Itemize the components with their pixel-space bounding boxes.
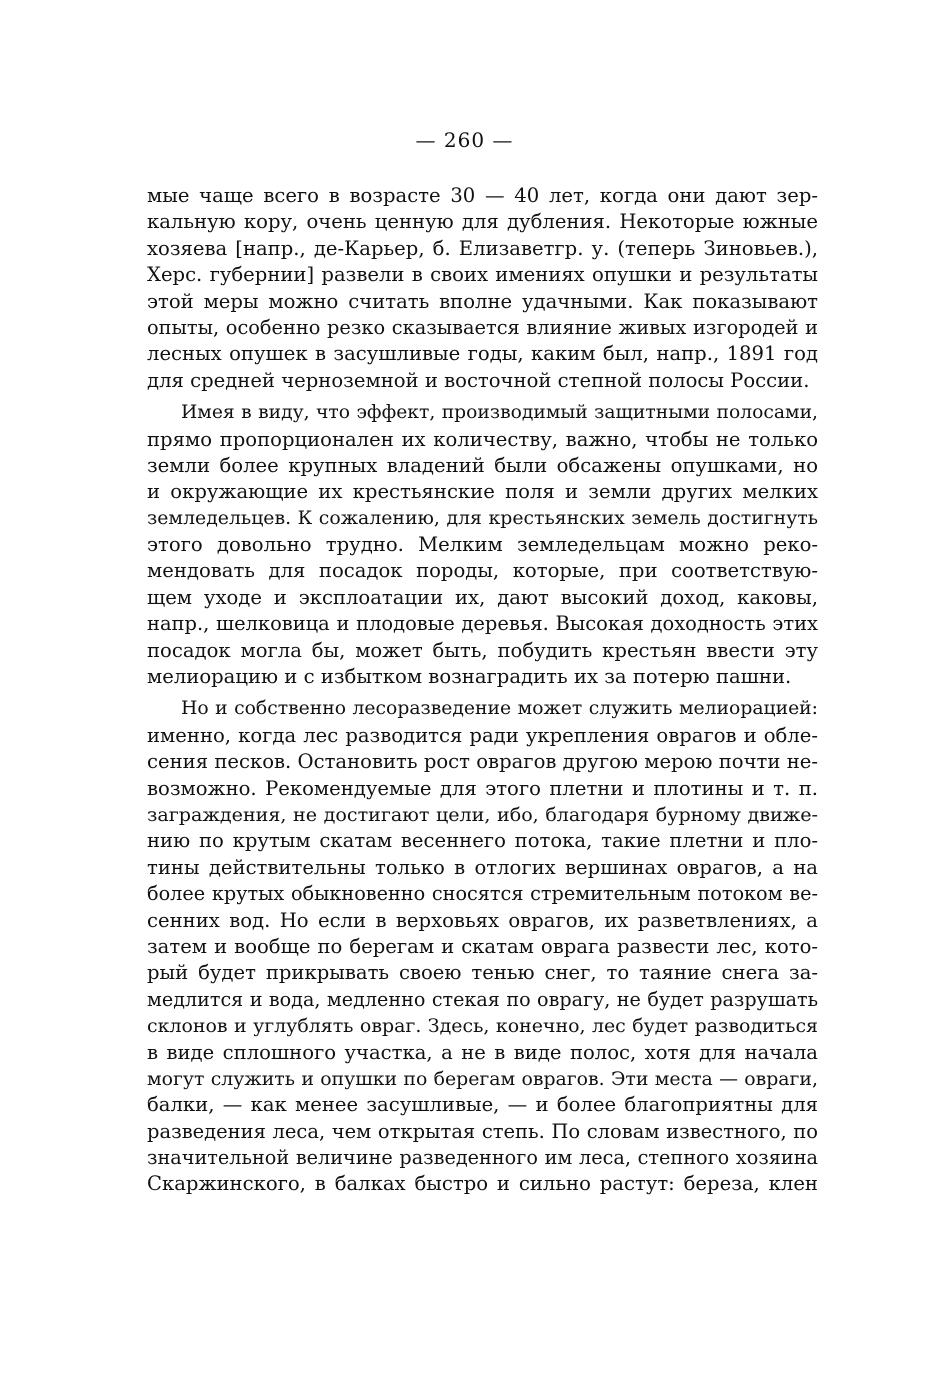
text-line: затем и вообще по берегам и скатам оврага развести лес, кото-: [147, 934, 818, 958]
text-line: возможно. Рекомендуемые для этого плетни и плотины и т. п.: [147, 776, 818, 800]
text-line: более крутых обыкновенно сносятся стремительным потоком ве-: [147, 882, 818, 906]
text-line: склонов и углублять овраг. Здесь, конечно, лес будет разводиться: [147, 1015, 818, 1038]
text-line: и окружающие их крестьянские поля и земли других мелких: [147, 480, 818, 504]
paragraph-1: [147, 183, 818, 394]
text-line: нию по крутым скатам весеннего потока, такие плетни и пло-: [147, 829, 818, 853]
text-line: мые чаще всего в возрасте 30 — 40 лет, когда они дают зер-: [147, 184, 818, 207]
text-line: посадок могла бы, может быть, побудить крестьян ввести эту: [147, 638, 818, 662]
text-line: опыты, особенно резко сказывается влияние живых изгородей и: [147, 315, 818, 339]
text-line: могут служить и опушки по берегам оврагов. Эти места — овраги,: [147, 1067, 818, 1090]
text-line: медлится и вода, медленно стекая по оврагу, не будет разрушать: [147, 987, 818, 1011]
text-line: этой меры можно считать вполне удачными. Как показывают: [147, 289, 818, 313]
text-line: мендовать для посадок породы, которые, при соответствую-: [147, 559, 818, 583]
text-line: земледельцев. К сожалению, для крестьянских земель достигнуть: [147, 507, 818, 529]
text-line: хозяева [напр., де-Карьер, б. Елизаветгр. у. (теперь Зиновьев.),: [147, 236, 818, 260]
text-line: земли более крупных владений были обсажены опушками, но: [147, 453, 818, 477]
text-line: балки, — как менее засушливые, — и более благоприятны для: [147, 1093, 818, 1117]
text-line: мелиорацию и с избытком вознаградить их за потерю пашни.: [147, 665, 792, 689]
text-line: щем уходе и эксплоатации их, дают высокий доход, каковы,: [147, 585, 818, 609]
text-line: Но и собственно лесоразведение может служить мелиорацией:: [181, 698, 818, 720]
text-line: для средней черноземной и восточной степной полосы России.: [147, 368, 810, 392]
paragraph-3: [147, 696, 818, 1197]
text-line: разведения леса, чем открытая степь. По словам известного, по: [147, 1119, 818, 1143]
text-line: сения песков. Остановить рост оврагов другою мерою почти не-: [147, 750, 818, 774]
text-line: рый будет прикрывать своею тенью снег, то таяние снега за-: [147, 961, 818, 985]
text-line: сенних вод. Но если в верховьях оврагов, их разветвлениях, а: [147, 908, 818, 932]
text-line: тины действительны только в отлогих вершинах оврагов, а на: [147, 855, 818, 879]
text-line: именно, когда лес разводится ради укрепления оврагов и обле-: [147, 723, 818, 747]
text-line: заграждения, не достигают цели, ибо, благодаря бурному движе-: [147, 802, 818, 826]
text-line: прямо пропорционален их количеству, важно, чтобы не только: [147, 427, 818, 451]
text-line: этого довольно трудно. Мелким земледельцам можно реко-: [147, 533, 818, 557]
text-line: напр., шелковица и плодовые деревья. Высокая доходность этих: [147, 612, 818, 636]
page-number: — 260 —: [415, 128, 514, 152]
text-line: Херс. губернии] развели в своих имениях опушки и результаты: [147, 263, 818, 287]
text-line: в виде сплошного участка, а не в виде полос, хотя для начала: [147, 1040, 818, 1064]
text-line: кальную кору, очень ценную для дубления. Некоторые южные: [147, 210, 818, 234]
text-line: значительной величине разведенного им леса, степного хозяина: [147, 1146, 818, 1170]
text-line: лесных опушек в засушливые годы, каким был, напр., 1891 год: [147, 342, 818, 366]
text-line: Имея в виду, что эффект, производимый защитными полосами,: [181, 402, 818, 424]
paragraph-2: [147, 400, 818, 690]
text-line: Скаржинского, в балках быстро и сильно растут: береза, клен: [147, 1172, 818, 1196]
body-text: [147, 183, 818, 1198]
